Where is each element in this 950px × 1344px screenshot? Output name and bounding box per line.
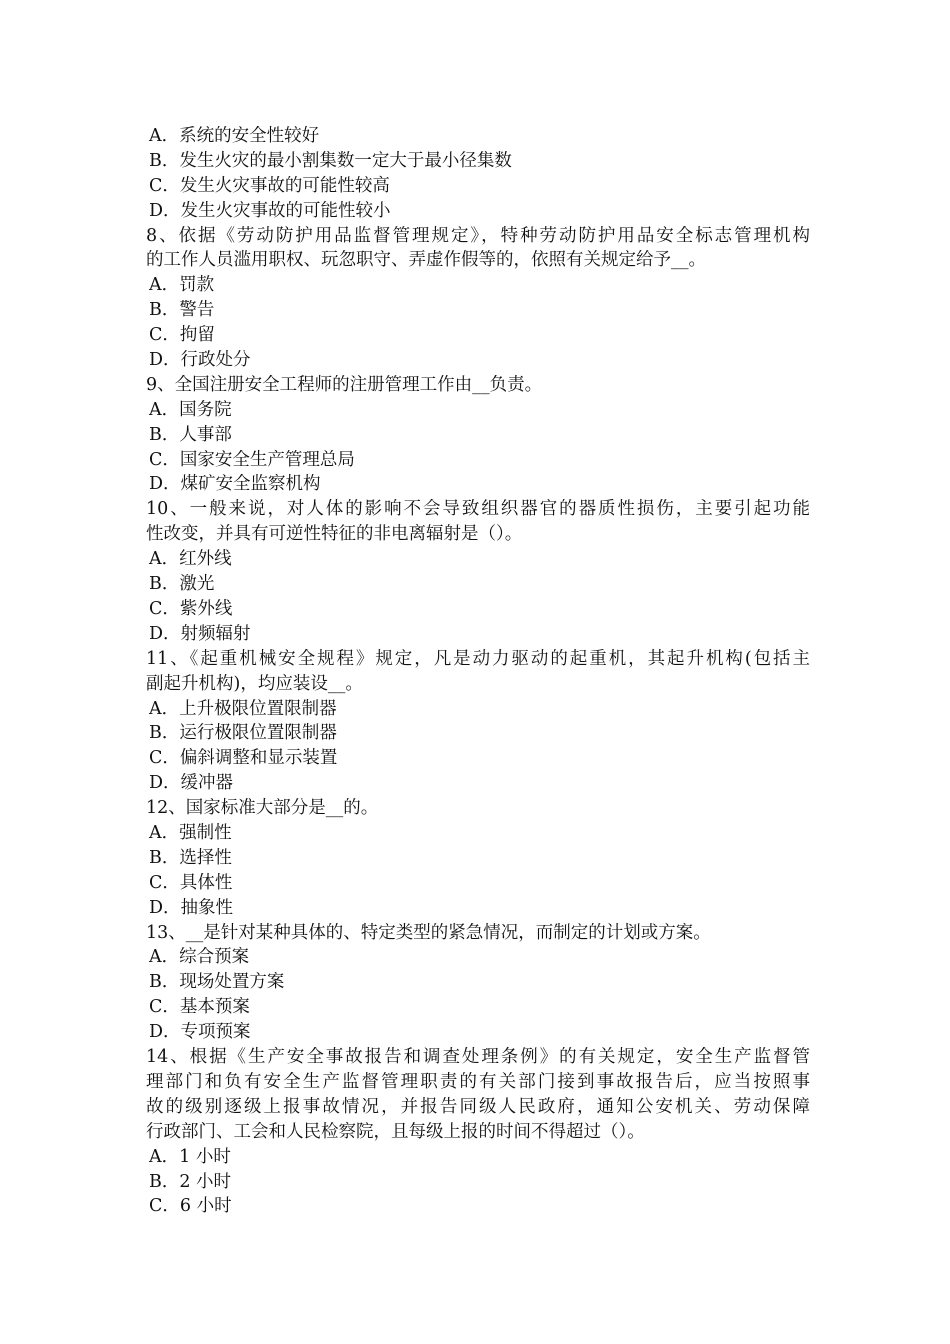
answer-option: D．抽象性 bbox=[149, 897, 234, 918]
question-line: 8、依据《劳动防护用品监督管理规定》，特种劳动防护用品安全标志管理机构 bbox=[146, 225, 810, 246]
answer-option: A．1 小时 bbox=[149, 1146, 231, 1167]
answer-option: C．偏斜调整和显示装置 bbox=[149, 748, 338, 769]
answer-option: D．煤矿安全监察机构 bbox=[149, 474, 321, 495]
answer-option: C．国家安全生产管理总局 bbox=[149, 449, 355, 470]
answer-option: D．缓冲器 bbox=[149, 773, 234, 794]
document-body bbox=[146, 124, 810, 1219]
answer-option: C．具体性 bbox=[149, 872, 233, 893]
question-line: 行政部门、工会和人民检察院，且每级上报的时间不得超过（）。 bbox=[146, 1121, 645, 1142]
answer-option: C．紫外线 bbox=[149, 598, 233, 619]
question-line: 故的级别逐级上报事故情况，并报告同级人民政府，通知公安机关、劳动保障 bbox=[146, 1096, 810, 1117]
answer-option: A．系统的安全性较好 bbox=[149, 126, 320, 146]
answer-option: C．拘留 bbox=[149, 325, 215, 346]
answer-option: C．发生火灾事故的可能性较高 bbox=[149, 175, 390, 196]
answer-option: D．射频辐射 bbox=[149, 623, 251, 644]
answer-option: B．现场处置方案 bbox=[149, 972, 285, 993]
question-line: 副起升机构)，均应装设__。 bbox=[146, 673, 363, 694]
question-line: 12、国家标准大部分是__的。 bbox=[146, 798, 379, 819]
question-line: 11、《起重机械安全规程》规定，凡是动力驱动的起重机，其起升机构(包括主 bbox=[146, 648, 810, 669]
answer-option: B．运行极限位置限制器 bbox=[149, 723, 337, 744]
answer-option: C．6 小时 bbox=[149, 1196, 232, 1217]
answer-option: B．激光 bbox=[149, 574, 215, 595]
answer-option: B．2 小时 bbox=[149, 1171, 232, 1192]
answer-option: A．强制性 bbox=[149, 822, 232, 843]
question-line: 9、全国注册安全工程师的注册管理工作由__负责。 bbox=[146, 374, 543, 395]
question-line: 13、__是针对某种具体的、特定类型的紧急情况，而制定的计划或方案。 bbox=[146, 922, 711, 943]
answer-option: D．发生火灾事故的可能性较小 bbox=[149, 200, 391, 221]
answer-option: D．行政处分 bbox=[149, 350, 251, 371]
answer-option: B．发生火灾的最小割集数一定大于最小径集数 bbox=[149, 150, 512, 171]
answer-option: B．选择性 bbox=[149, 847, 232, 868]
answer-option: B．警告 bbox=[149, 300, 215, 321]
answer-option: A．红外线 bbox=[149, 549, 232, 570]
question-line: 10、一般来说，对人体的影响不会导致组织器官的器质性损伤，主要引起功能 bbox=[146, 499, 810, 520]
question-line: 性改变，并具有可逆性特征的非电离辐射是（）。 bbox=[146, 524, 523, 545]
question-line: 的工作人员滥用职权、玩忽职守、弄虚作假等的，依照有关规定给予__。 bbox=[146, 250, 706, 271]
answer-option: C．基本预案 bbox=[149, 997, 250, 1018]
question-line: 14、根据《生产安全事故报告和调查处理条例》的有关规定，安全生产监督管 bbox=[146, 1047, 810, 1067]
answer-option: A．上升极限位置限制器 bbox=[149, 698, 337, 719]
answer-option: D．专项预案 bbox=[149, 1022, 251, 1043]
answer-option: A．国务院 bbox=[149, 399, 232, 420]
question-line: 理部门和负有安全生产监督管理职责的有关部门接到事故报告后，应当按照事 bbox=[146, 1071, 810, 1092]
answer-option: A．罚款 bbox=[149, 275, 215, 296]
answer-option: A．综合预案 bbox=[149, 947, 250, 968]
answer-option: B．人事部 bbox=[149, 424, 232, 445]
